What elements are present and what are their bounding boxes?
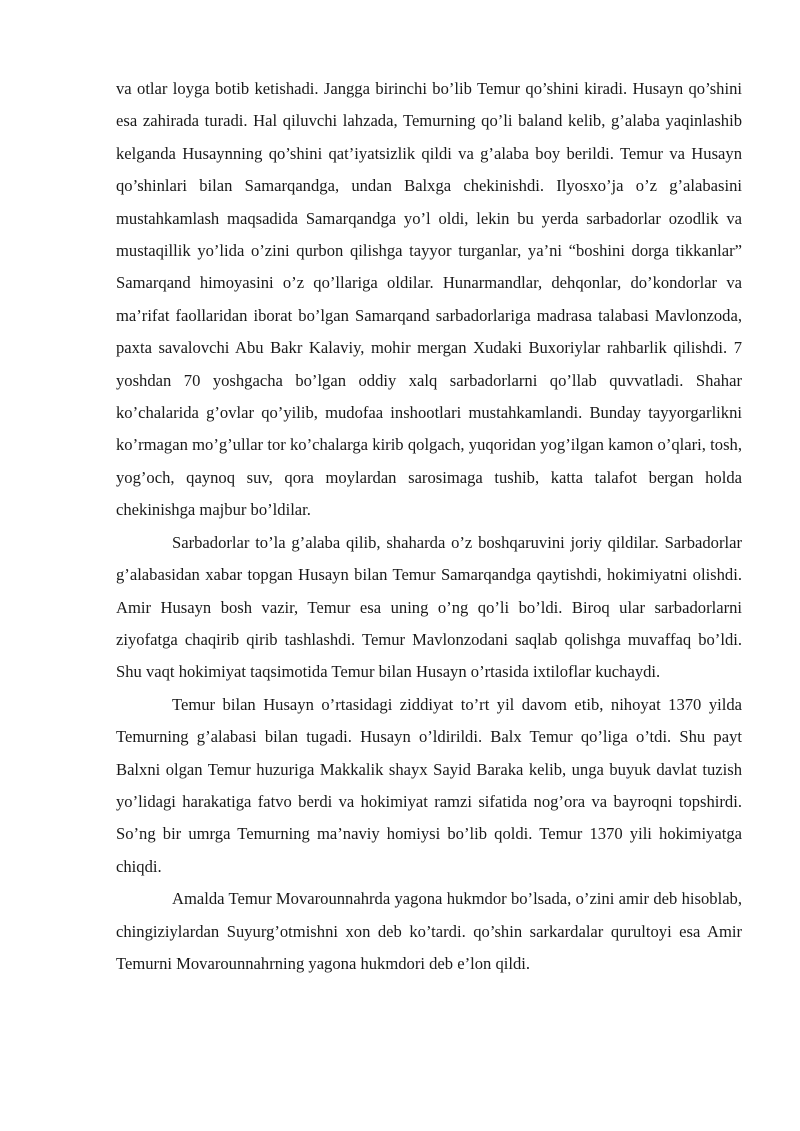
paragraph-3: Temur bilan Husayn o’rtasidagi ziddiyat to’rt yil davom etib, nihoyat 1370 yilda Temurning g’alabasi bilan tugadi. Husayn o’ldirildi. Balx Temur qo’liga o’tdi. Shu payt Balxni olgan Temur huzuriga Makkalik shayx Sayid Baraka kelib, unga buyuk davlat tuzish yo’lidagi harakatiga fatvo berdi va hokimiyat ramzi sifatida nog’ora va bayroqni topshirdi. So’ng bir umrga Temurning ma’naviy homiysi bo’lib qoldi. Temur 1370 yili hokimiyatga chiqdi. bbox=[116, 694, 742, 876]
paragraph-1: va otlar loyga botib ketishadi. Jangga birinchi bo’lib Temur qo’shini kiradi. Husayn qo’shini esa zahirada turadi. Hal qiluvchi lahzada, Temurning qo’li baland kelib, g’alaba yaqinlashib kelganda Husaynning qo’shini qat’iyatsizlik qildi va g’alaba boy berildi. Temur va Husayn qo’shinlari bilan Samarqandga, undan Balxga chekinishdi. Ilyosxo’ja o’z g’alabasini mustahkamlash maqsadida Samarqandga yo’l oldi, lekin bu yerda sarbadorlar ozodlik va mustaqillik yo’lida o’zini qurbon qilishga tayyor turganlar, ya’ni “boshini dorga tikkanlar” Samarqand himoyasini o’z qo’llariga oldilar. Hunarmandlar, dehqonlar, do’kondorlar va ma’rifat faollaridan iborat bo’lgan Samarqand sarbadorlariga madrasa talabasi Mavlonzoda, paxta savalovchi Abu Bakr Kalaviy, mohir mergan Xudaki Buxoriylar rahbarlik qilishdi. 7 yoshdan 70 yoshgacha bo’lgan oddiy xalq sarbadorlarni qo’llab quvvatladi. Shahar ko’chalarida g’ovlar qo’yilib, mudofaa inshootlari mustahkamlandi. Bunday tayyorgarlikni ko’rmagan mo’g’ullar tor ko’chalarga kirib qolgach, yuqoridan yog’ilgan kamon o’qlari, tosh, yog’och, qaynoq suv, qora moylardan sarosimaga tushib, katta talafot bergan holda chekinishga majbur bo’ldilar. bbox=[116, 79, 742, 520]
document-page bbox=[116, 73, 742, 980]
paragraph-4: Amalda Temur Movarounnahrda yagona hukmdor bo’lsada, o’zini amir deb hisoblab, chingiziylardan Suyurg’otmishni xon deb ko’tardi. qo’shin sarkardalar qurultoyi esa Amir Temurni Movarounnahrning yagona hukmdori deb e’lon qildi. bbox=[116, 889, 742, 973]
paragraph-2: Sarbadorlar to’la g’alaba qilib, shaharda o’z boshqaruvini joriy qildilar. Sarbadorlar g’alabasidan xabar topgan Husayn bilan Temur Samarqandga qaytishdi, hokimiyatni olishdi. Amir Husayn bosh vazir, Temur esa uning o’ng qo’li bo’ldi. Biroq ular sarbadorlarni ziyofatga chaqirib qirib tashlashdi. Temur Mavlonzodani saqlab qolishga muvaffaq bo’ldi. Shu vaqt hokimiyat taqsimotida Temur bilan Husayn o’rtasida ixtiloflar kuchaydi. bbox=[116, 532, 742, 682]
